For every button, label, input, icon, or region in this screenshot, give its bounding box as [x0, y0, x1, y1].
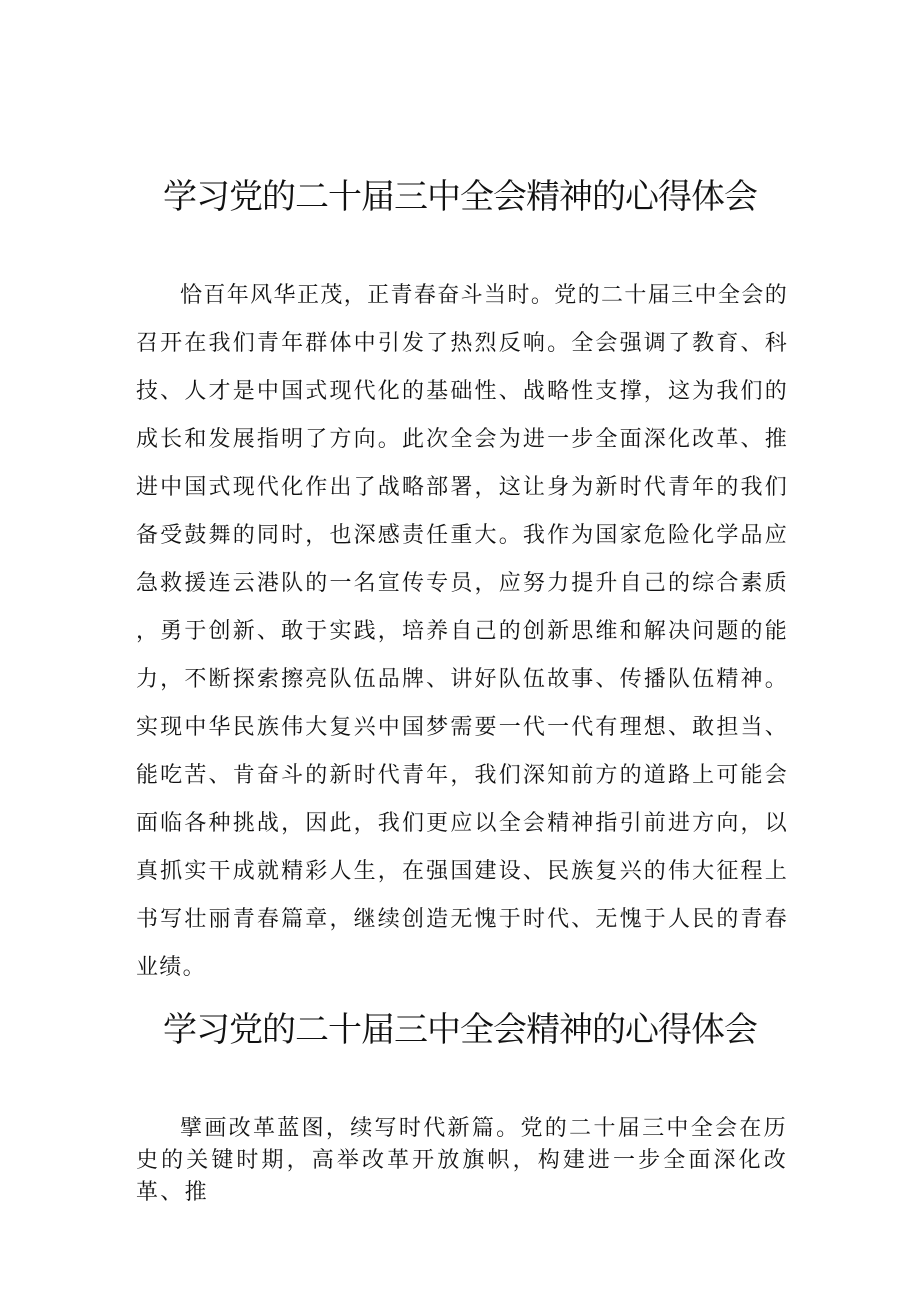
section-2-title: 学习党的二十届三中全会精神的心得体会 [163, 1010, 757, 1050]
section-2-paragraph: 擘画改革蓝图，续写时代新篇。党的二十届三中全会在历史的关键时期，高举改革开放旗帜，构建进一步全面深化改革、推 [136, 1116, 788, 1205]
section-1-title: 学习党的二十届三中全会精神的心得体会 [163, 177, 757, 217]
section-1-paragraph: 恰百年风华正茂，正青春奋斗当时。党的二十届三中全会的召开在我们青年群体中引发了热烈反响。全会强调了教育、科技、人才是中国式现代化的基础性、战略性支撑，这为我们的成长和发展指明了方向。此次全会为进一步全面深化改革、推进中国式现代化作出了战略部署，这让身为新时代青年的我们备受鼓舞的同时，也深感责任重大。我作为国家危险化学品应急救援连云港队的一名宣传专员，应努力提升自己的综合素质，勇于创新、敢于实践，培养自己的创新思维和解决问题的能力，不断探索擦亮队伍品牌、讲好队伍故事、传播队伍精神。实现中华民族伟大复兴中国梦需要一代一代有理想、敢担当、能吃苦、肯奋斗的新时代青年，我们深知前方的道路上可能会面临各种挑战，因此，我们更应以全会精神指引前进方向，以真抓实干成就精彩人生，在强国建设、民族复兴的伟大征程上书写壮丽青春篇章，继续创造无愧于时代、无愧于人民的青春业绩。 [136, 283, 788, 980]
